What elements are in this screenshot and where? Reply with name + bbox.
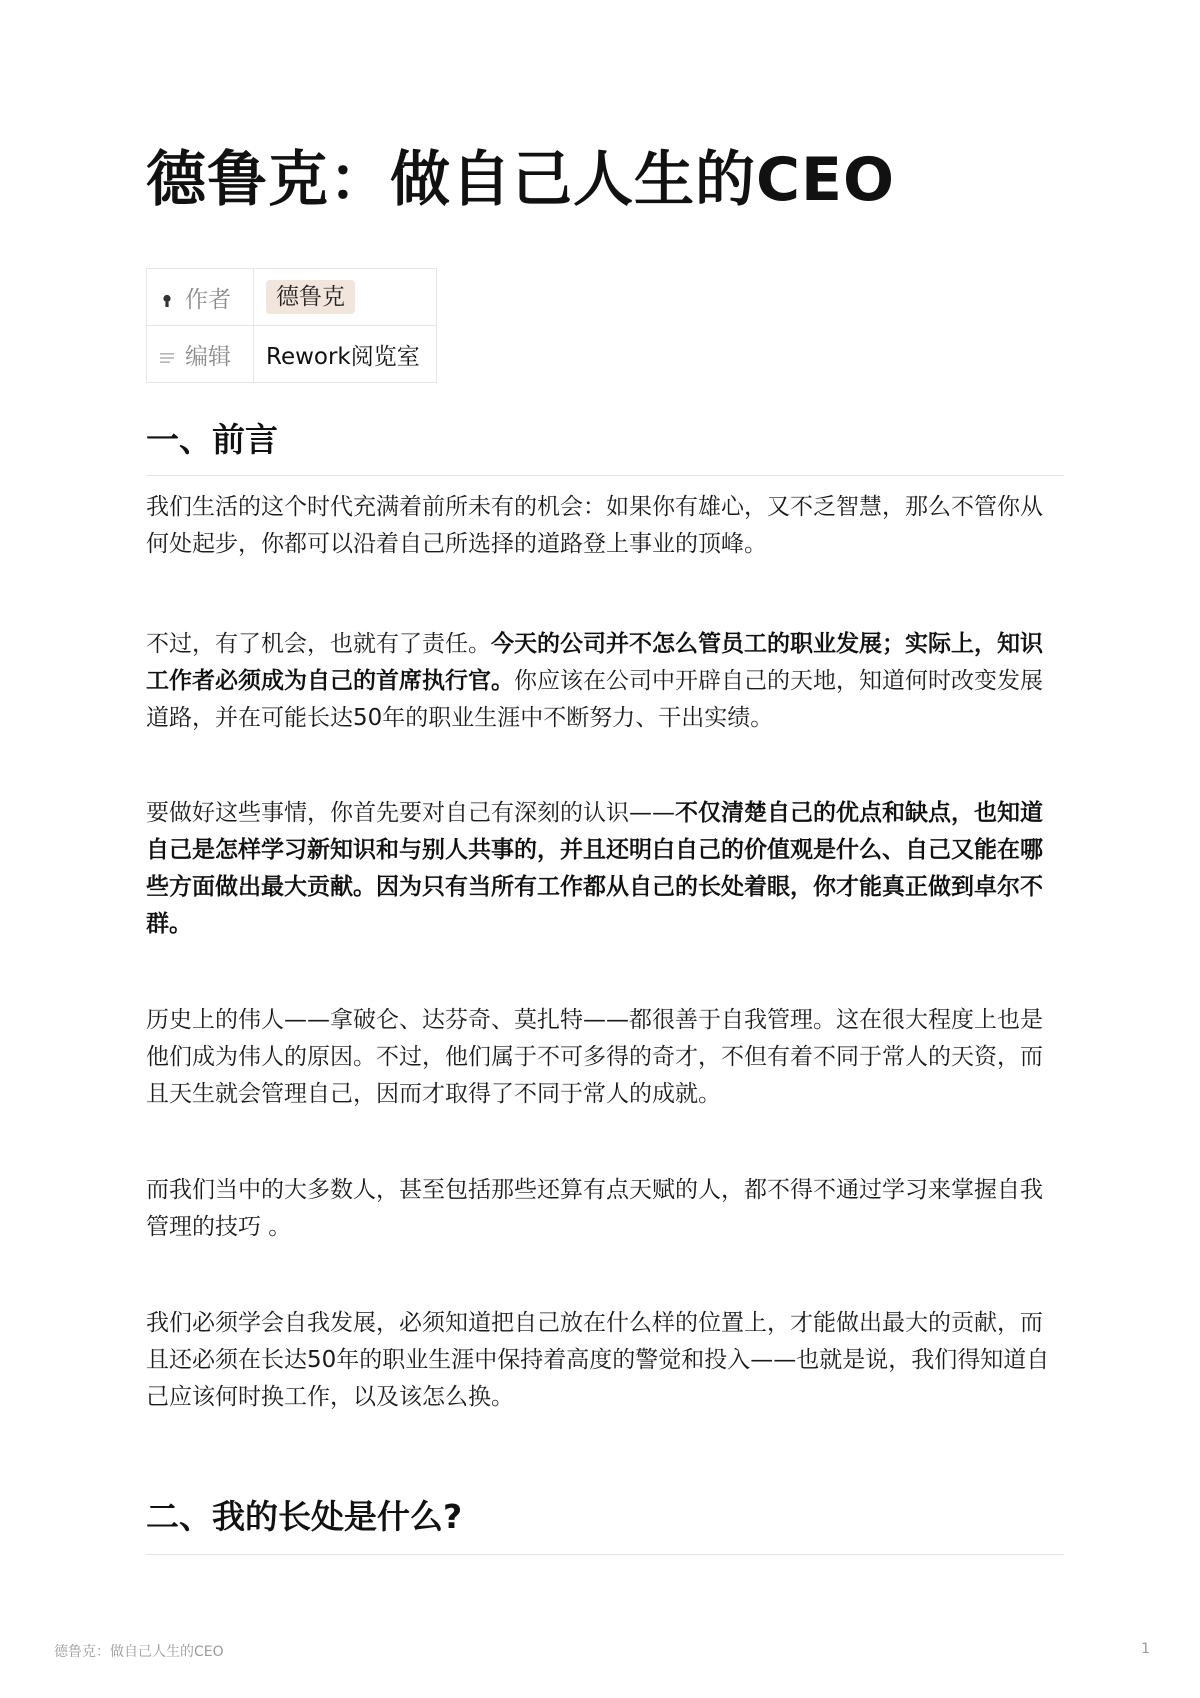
property-key-label: 编辑: [185, 343, 231, 370]
properties-table: [146, 268, 437, 383]
property-row-editor: [147, 326, 437, 383]
footer-page-number: 1: [1141, 1641, 1150, 1657]
author-tag[interactable]: 德鲁克: [266, 280, 355, 314]
section-heading: 一、前言: [146, 420, 278, 459]
property-key-cell: [147, 269, 254, 326]
property-key-cell: [147, 326, 254, 383]
property-value-cell: [254, 269, 437, 326]
text-run: 我们必须学会自我发展，必须知道把自己放在什么样的位置上，才能做出最大的贡献，而且还必须在长达50年的职业生涯中保持着高度的警觉和投入——也就是说，我们得知道自己应该何时换工作，以及该怎么换。: [146, 1310, 1050, 1410]
property-key-label: 作者: [185, 286, 231, 313]
page-title: 德鲁克：做自己人生的CEO: [146, 145, 896, 215]
person-icon: [159, 293, 175, 309]
heading-divider: [146, 475, 1064, 476]
text-run: 历史上的伟人——拿破仑、达芬奇、莫扎特——都很善于自我管理。这在很大程度上也是他们成为伟人的原因。不过，他们属于不可多得的奇才，不但有着不同于常人的天资，而且天生就会管理自己，因而才取得了不同于常人的成就。: [146, 1007, 1043, 1107]
text-run: 你应该在公司中开辟自己的天地，知道何时改变发展道路，并在可能长达50年的职业生涯中不断努力、干出实绩。: [146, 668, 1043, 731]
text-run: 要做好这些事情，你首先要对自己有深刻的认识——: [146, 800, 675, 826]
text-lines-icon: [159, 350, 175, 366]
paragraph: [146, 1305, 1064, 1416]
paragraph: [146, 795, 1064, 943]
text-run: 而我们当中的大多数人，甚至包括那些还算有点天赋的人，都不得不通过学习来掌握自我管理的技巧 。: [146, 1177, 1043, 1240]
editor-value: Rework阅览室: [266, 343, 420, 370]
paragraph: [146, 1172, 1064, 1246]
paragraph: [146, 626, 1064, 737]
text-run-bold: 不仅清楚自己的优点和缺点，也知道自己是怎样学习新知识和与别人共事的，并且还明白自己的价值观是什么、自己又能在哪些方面做出最大贡献。因为只有当所有工作都从自己的长处着眼，你才能真正做到卓尔不群。: [146, 800, 1043, 937]
paragraph: [146, 489, 1064, 563]
section-heading: 二、我的长处是什么?: [146, 1497, 463, 1536]
heading-divider: [146, 1554, 1064, 1555]
text-run: 不过，有了机会，也就有了责任。: [146, 631, 491, 657]
property-value-cell: [254, 326, 437, 383]
text-run: 我们生活的这个时代充满着前所未有的机会：如果你有雄心，又不乏智慧，那么不管你从何处起步，你都可以沿着自己所选择的道路登上事业的顶峰。: [146, 494, 1043, 557]
property-row-author: [147, 269, 437, 326]
paragraph: [146, 1002, 1064, 1113]
text-run-bold: 今天的公司并不怎么管员工的职业发展；实际上，知识工作者必须成为自己的首席执行官。: [146, 631, 1043, 694]
footer-document-title: 德鲁克：做自己人生的CEO: [54, 1644, 224, 1660]
